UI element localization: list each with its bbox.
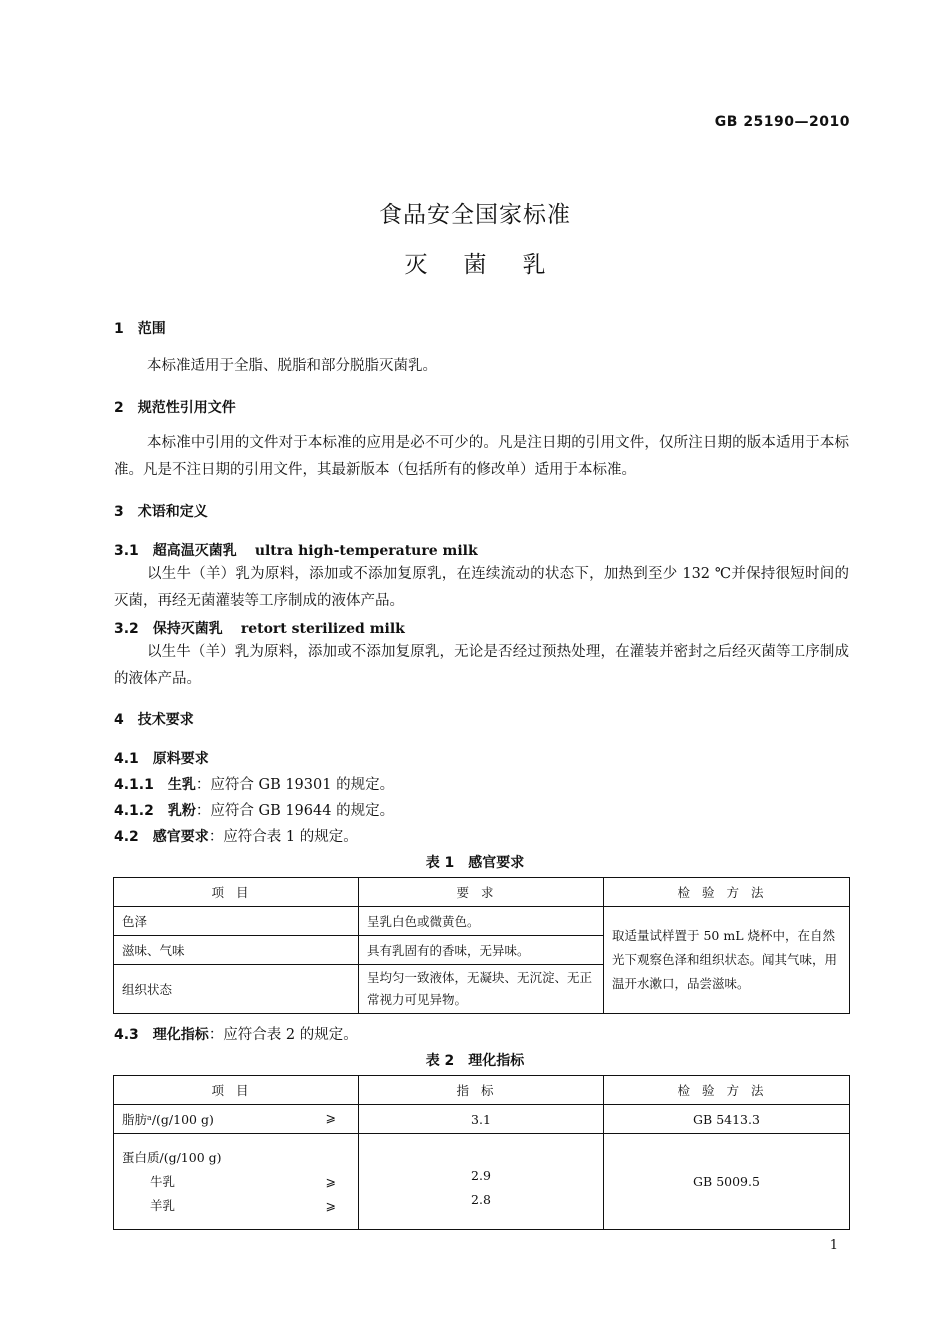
section-4-3-text: ：应符合表 2 的规定。 — [208, 1027, 358, 1043]
table-2-fat-value: 3.1 — [359, 1105, 604, 1134]
section-4-2 — [114, 825, 358, 846]
table-1-header-method: 检验方法 — [604, 878, 850, 907]
table-1-header-row — [114, 878, 850, 907]
table-1-item-texture: 组织状态 — [114, 965, 359, 1014]
section-3-2-english: retort sterilized milk — [240, 621, 405, 637]
table-2-fat-item — [114, 1105, 359, 1134]
standard-number: GB 25190—2010 — [714, 114, 850, 130]
table-row — [114, 1105, 850, 1134]
section-3-2-heading — [114, 618, 405, 638]
table-2-goat-label: 羊乳 — [150, 1197, 176, 1213]
table-2-cow-value: 2.9 — [471, 1168, 491, 1183]
table-1-req-color: 呈乳白色或微黄色。 — [359, 907, 604, 936]
document-title: 食品安全国家标准 — [379, 202, 571, 228]
table-row — [114, 907, 850, 936]
table-row — [114, 1134, 850, 1230]
document-subtitle: 灭菌乳 — [404, 252, 582, 278]
section-4-2-text: ：应符合表 1 的规定。 — [208, 829, 358, 845]
table-2-goat-ge: ⩾ — [325, 1197, 336, 1213]
table-2-goat-value: 2.8 — [471, 1192, 491, 1207]
table-1-header-item: 项目 — [114, 878, 359, 907]
table-2-header-index: 指标 — [359, 1076, 604, 1105]
table-1-item-color: 色泽 — [114, 907, 359, 936]
table-1-req-taste: 具有乳固有的香味，无异味。 — [359, 936, 604, 965]
table-1-req-texture: 呈均匀一致液体，无凝块、无沉淀、无正常视力可见异物。 — [359, 965, 604, 1014]
section-1-heading: 1 范围 — [114, 321, 166, 337]
section-4-2-label: 4.2 感官要求 — [114, 829, 209, 845]
table-2-header-method: 检验方法 — [604, 1076, 850, 1105]
table-2-protein-item — [114, 1134, 359, 1230]
section-4-1-1-text: ：应符合 GB 19301 的规定。 — [195, 777, 395, 793]
table-2-protein-values — [359, 1134, 604, 1230]
section-4-1-1 — [114, 773, 394, 794]
section-4-1-2-label: 4.1.2 乳粉 — [114, 803, 196, 819]
section-3-2-text: 以生牛（羊）乳为原料，添加或不添加复原乳，无论是否经过预热处理，在灌装并密封之后经灭菌等工序制成的液体产品。 — [114, 644, 849, 687]
table-2-header-item: 项目 — [114, 1076, 359, 1105]
section-4-1-2-text: ：应符合 GB 19644 的规定。 — [195, 803, 395, 819]
section-1-text: 本标准适用于全脂、脱脂和部分脱脂灭菌乳。 — [147, 358, 437, 374]
table-2-caption: 表 2 理化指标 — [425, 1053, 525, 1069]
section-4-1-2 — [114, 799, 394, 820]
table-2-physicochemical — [113, 1075, 850, 1230]
section-3-1-heading — [114, 540, 478, 560]
section-4-1-heading: 4.1 原料要求 — [114, 751, 209, 767]
table-2-goat-row — [122, 1194, 350, 1218]
table-1-caption: 表 1 感官要求 — [425, 855, 525, 871]
table-2-fat-label: 脂肪ᵃ/(g/100 g) — [122, 1112, 214, 1127]
section-3-heading: 3 术语和定义 — [114, 504, 208, 520]
section-4-1-1-label: 4.1.1 生乳 — [114, 777, 196, 793]
section-3-1-text: 以生牛（羊）乳为原料，添加或不添加复原乳，在连续流动的状态下，加热到至少 132 ℃并保持很短时间的灭菌，再经无菌灌装等工序制成的液体产品。 — [114, 566, 849, 609]
table-2-protein-label: 蛋白质/(g/100 g) — [122, 1149, 222, 1165]
section-4-3-label: 4.3 理化指标 — [114, 1027, 209, 1043]
table-2-header-row — [114, 1076, 850, 1105]
table-1-sensory — [113, 877, 850, 1014]
table-2-cow-row — [122, 1170, 350, 1194]
section-2-text: 本标准中引用的文件对于本标准的应用是必不可少的。凡是注日期的引用文件，仅所注日期的版本适用于本标准。凡是不注日期的引用文件，其最新版本（包括所有的修改单）适用于本标准。 — [114, 435, 849, 478]
table-2-protein-method: GB 5009.5 — [604, 1134, 850, 1230]
table-1-item-taste: 滋味、气味 — [114, 936, 359, 965]
section-3-1-english: ultra high-temperature milk — [254, 543, 478, 559]
section-4-heading: 4 技术要求 — [114, 712, 194, 728]
section-2-heading: 2 规范性引用文件 — [114, 400, 236, 416]
table-2-cow-ge: ⩾ — [325, 1173, 336, 1189]
section-4-3 — [114, 1023, 358, 1044]
table-2-cow-label: 牛乳 — [150, 1173, 176, 1189]
table-2-fat-ge: ⩾ — [325, 1110, 336, 1125]
table-1-method: 取适量试样置于 50 mL 烧杯中，在自然光下观察色泽和组织状态。闻其气味，用温开水漱口，品尝滋味。 — [604, 907, 850, 1014]
section-3-2-title: 3.2 保持灭菌乳 — [114, 621, 223, 637]
page-number: 1 — [829, 1238, 838, 1253]
section-3-1-title: 3.1 超高温灭菌乳 — [114, 543, 237, 559]
table-2-fat-method: GB 5413.3 — [604, 1105, 850, 1134]
table-1-header-requirement: 要求 — [359, 878, 604, 907]
